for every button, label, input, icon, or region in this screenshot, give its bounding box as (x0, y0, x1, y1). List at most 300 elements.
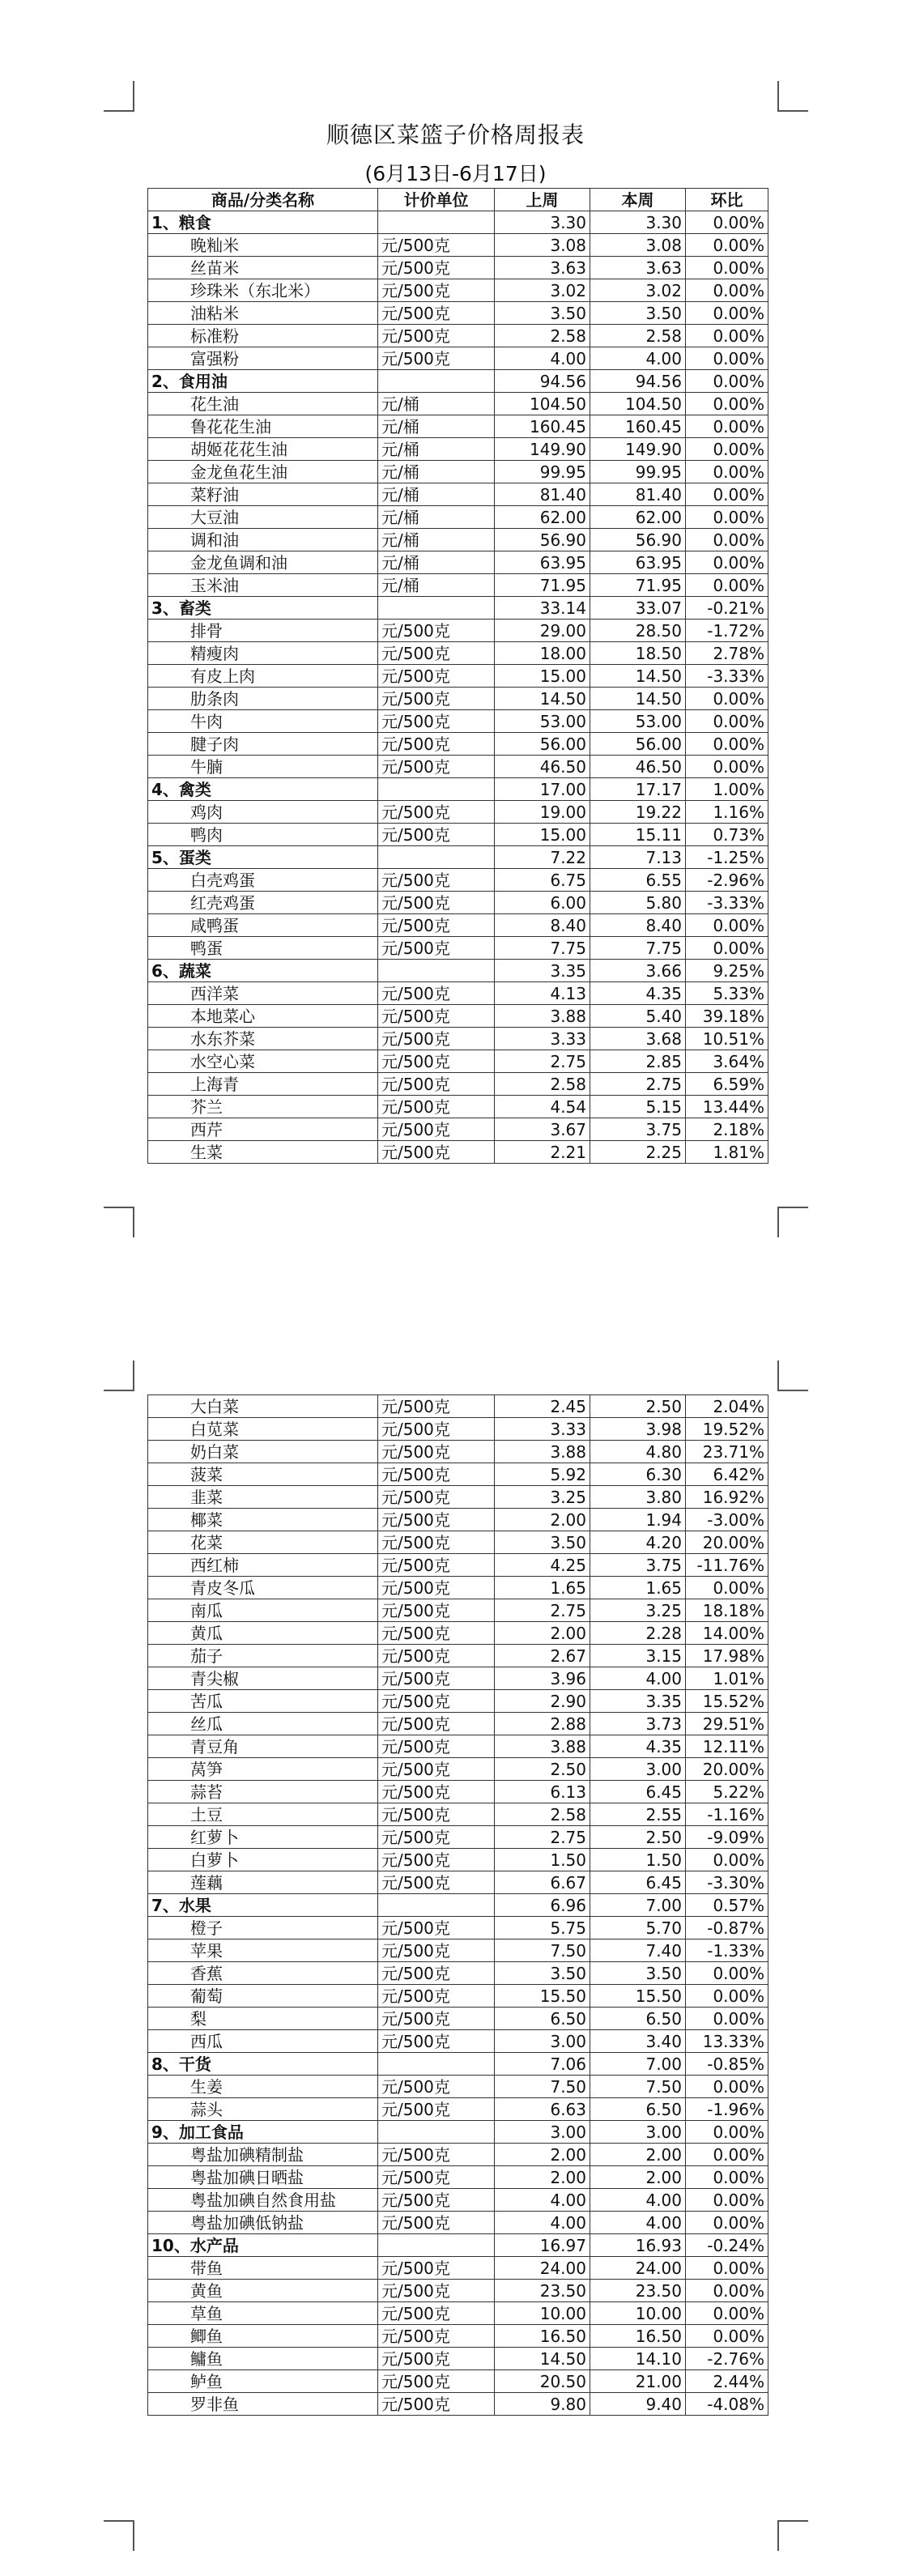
cell-name: 红壳鸡蛋 (148, 892, 378, 914)
cell-name: 生菜 (148, 1141, 378, 1164)
cell-change: 5.33% (686, 982, 768, 1005)
cell-unit: 元/500克 (378, 1871, 495, 1894)
table-row (148, 869, 768, 892)
cell-change: 14.00% (686, 1622, 768, 1645)
cell-this-week: 1.94 (590, 1509, 686, 1531)
cell-name: 珍珠米（东北米） (148, 279, 378, 302)
cell-this-week: 3.25 (590, 1599, 686, 1622)
cell-this-week: 14.50 (590, 688, 686, 710)
cell-unit (378, 2121, 495, 2144)
category-row (148, 2053, 768, 2076)
cell-name: 花菜 (148, 1531, 378, 1554)
cell-last-week: 3.88 (495, 1735, 590, 1758)
cell-name: 有皮上肉 (148, 665, 378, 688)
cell-unit: 元/500克 (378, 1441, 495, 1463)
cell-change: 0.00% (686, 2166, 768, 2189)
cell-last-week: 2.75 (495, 1826, 590, 1849)
header-unit: 计价单位 (378, 189, 495, 211)
cell-this-week: 7.50 (590, 2076, 686, 2098)
cell-name: 肋条肉 (148, 688, 378, 710)
cell-change: 0.00% (686, 2325, 768, 2348)
cell-this-week: 3.40 (590, 2030, 686, 2053)
table-row (148, 801, 768, 824)
cell-unit: 元/500克 (378, 688, 495, 710)
cell-last-week: 15.00 (495, 665, 590, 688)
cell-name: 腱子肉 (148, 733, 378, 756)
cell-unit: 元/500克 (378, 1418, 495, 1441)
cell-this-week: 5.40 (590, 1005, 686, 1028)
cell-unit: 元/500克 (378, 302, 495, 325)
cell-change: 9.25% (686, 960, 768, 982)
price-table-continued (147, 1394, 768, 2416)
cell-unit: 元/500克 (378, 1141, 495, 1164)
cell-unit: 元/500克 (378, 279, 495, 302)
cell-unit: 元/500克 (378, 1531, 495, 1554)
crop-mark (777, 1360, 808, 1391)
cell-change: -3.30% (686, 1871, 768, 1894)
cell-change: 0.00% (686, 2280, 768, 2302)
cell-this-week: 7.40 (590, 1939, 686, 1962)
cell-name: 2、食用油 (148, 370, 378, 393)
cell-last-week: 33.14 (495, 597, 590, 620)
cell-name: 8、干货 (148, 2053, 378, 2076)
cell-change: 0.00% (686, 2121, 768, 2144)
cell-last-week: 63.95 (495, 551, 590, 574)
cell-name: 富强粉 (148, 347, 378, 370)
cell-last-week: 3.35 (495, 960, 590, 982)
cell-unit: 元/500克 (378, 1028, 495, 1050)
cell-unit (378, 2053, 495, 2076)
cell-last-week: 5.92 (495, 1463, 590, 1486)
cell-last-week: 2.58 (495, 1803, 590, 1826)
cell-this-week: 1.65 (590, 1577, 686, 1599)
crop-mark (104, 81, 134, 112)
cell-this-week: 62.00 (590, 506, 686, 529)
table-row (148, 1826, 768, 1849)
table-row (148, 2189, 768, 2212)
cell-name: 苦瓜 (148, 1690, 378, 1713)
cell-last-week: 6.50 (495, 2008, 590, 2030)
cell-last-week: 3.50 (495, 1531, 590, 1554)
cell-this-week: 6.50 (590, 2098, 686, 2121)
table-row (148, 279, 768, 302)
cell-change: 1.01% (686, 1667, 768, 1690)
cell-change: 0.00% (686, 1849, 768, 1871)
cell-this-week: 6.45 (590, 1871, 686, 1894)
cell-change: -0.87% (686, 1917, 768, 1939)
cell-unit: 元/桶 (378, 415, 495, 438)
cell-name: 玉米油 (148, 574, 378, 597)
cell-last-week: 6.13 (495, 1781, 590, 1803)
cell-this-week: 15.11 (590, 824, 686, 846)
cell-unit: 元/500克 (378, 1667, 495, 1690)
cell-unit: 元/500克 (378, 1939, 495, 1962)
cell-change: 20.00% (686, 1531, 768, 1554)
table-row (148, 1418, 768, 1441)
cell-name: 莴笋 (148, 1758, 378, 1781)
cell-unit: 元/500克 (378, 914, 495, 937)
crop-mark (104, 1207, 134, 1237)
cell-unit: 元/500克 (378, 756, 495, 778)
cell-name: 生姜 (148, 2076, 378, 2098)
cell-this-week: 14.10 (590, 2348, 686, 2370)
cell-this-week: 104.50 (590, 393, 686, 415)
cell-unit: 元/500克 (378, 1050, 495, 1073)
cell-unit: 元/500克 (378, 1005, 495, 1028)
cell-change: 0.00% (686, 506, 768, 529)
cell-last-week: 71.95 (495, 574, 590, 597)
price-table (147, 188, 768, 1164)
cell-last-week: 2.75 (495, 1050, 590, 1073)
cell-this-week: 28.50 (590, 620, 686, 642)
cell-name: 白壳鸡蛋 (148, 869, 378, 892)
cell-last-week: 18.00 (495, 642, 590, 665)
cell-name: 鲁花花生油 (148, 415, 378, 438)
cell-last-week: 4.00 (495, 2189, 590, 2212)
cell-change: 17.98% (686, 1645, 768, 1667)
cell-change: -3.00% (686, 1509, 768, 1531)
cell-last-week: 2.90 (495, 1690, 590, 1713)
cell-last-week: 24.00 (495, 2257, 590, 2280)
cell-unit: 元/500克 (378, 1509, 495, 1531)
cell-change: 0.00% (686, 2257, 768, 2280)
cell-change: 0.00% (686, 2212, 768, 2234)
cell-unit: 元/500克 (378, 1577, 495, 1599)
table-row (148, 551, 768, 574)
cell-unit: 元/500克 (378, 1713, 495, 1735)
cell-last-week: 3.96 (495, 1667, 590, 1690)
cell-name: 红萝卜 (148, 1826, 378, 1849)
cell-change: 0.00% (686, 1577, 768, 1599)
cell-this-week: 1.50 (590, 1849, 686, 1871)
table-row (148, 483, 768, 506)
cell-unit: 元/500克 (378, 1962, 495, 1985)
cell-name: 青尖椒 (148, 1667, 378, 1690)
table-row (148, 733, 768, 756)
cell-unit: 元/500克 (378, 733, 495, 756)
cell-change: 1.00% (686, 778, 768, 801)
category-row (148, 1894, 768, 1917)
cell-last-week: 6.00 (495, 892, 590, 914)
table-row (148, 2076, 768, 2098)
cell-name: 4、禽类 (148, 778, 378, 801)
cell-this-week: 6.30 (590, 1463, 686, 1486)
cell-this-week: 9.40 (590, 2393, 686, 2416)
cell-unit (378, 846, 495, 869)
cell-this-week: 46.50 (590, 756, 686, 778)
cell-name: 蒜头 (148, 2098, 378, 2121)
cell-name: 白苋菜 (148, 1418, 378, 1441)
cell-last-week: 19.00 (495, 801, 590, 824)
cell-change: -1.25% (686, 846, 768, 869)
cell-name: 奶白菜 (148, 1441, 378, 1463)
header-this-week: 本周 (590, 189, 686, 211)
cell-this-week: 6.50 (590, 2008, 686, 2030)
crop-mark (104, 2520, 134, 2551)
cell-name: 茄子 (148, 1645, 378, 1667)
cell-unit: 元/500克 (378, 710, 495, 733)
category-row (148, 778, 768, 801)
cell-this-week: 2.55 (590, 1803, 686, 1826)
cell-unit: 元/500克 (378, 1803, 495, 1826)
cell-last-week: 3.63 (495, 257, 590, 279)
cell-this-week: 19.22 (590, 801, 686, 824)
cell-this-week: 3.75 (590, 1554, 686, 1577)
cell-this-week: 3.00 (590, 2121, 686, 2144)
table-row (148, 1849, 768, 1871)
cell-unit: 元/500克 (378, 2166, 495, 2189)
cell-change: 0.00% (686, 483, 768, 506)
table-row (148, 2370, 768, 2393)
category-row (148, 370, 768, 393)
table-row (148, 1599, 768, 1622)
cell-change: 0.00% (686, 2076, 768, 2098)
cell-last-week: 4.13 (495, 982, 590, 1005)
cell-change: 0.00% (686, 551, 768, 574)
cell-unit: 元/500克 (378, 642, 495, 665)
table-row (148, 665, 768, 688)
cell-name: 带鱼 (148, 2257, 378, 2280)
cell-name: 橙子 (148, 1917, 378, 1939)
cell-this-week: 4.35 (590, 1735, 686, 1758)
cell-change: 0.00% (686, 529, 768, 551)
cell-this-week: 2.50 (590, 1395, 686, 1418)
cell-change: 0.00% (686, 937, 768, 960)
cell-change: 23.71% (686, 1441, 768, 1463)
category-row (148, 2121, 768, 2144)
cell-this-week: 7.13 (590, 846, 686, 869)
cell-change: 0.00% (686, 2008, 768, 2030)
crop-mark (777, 1207, 808, 1237)
cell-this-week: 4.00 (590, 1667, 686, 1690)
cell-unit: 元/500克 (378, 1599, 495, 1622)
cell-change: 0.00% (686, 234, 768, 257)
cell-change: 6.59% (686, 1073, 768, 1096)
cell-last-week: 20.50 (495, 2370, 590, 2393)
cell-unit: 元/500克 (378, 1690, 495, 1713)
cell-name: 晚籼米 (148, 234, 378, 257)
cell-this-week: 4.00 (590, 347, 686, 370)
cell-last-week: 2.50 (495, 1758, 590, 1781)
cell-unit: 元/500克 (378, 2144, 495, 2166)
table-row (148, 620, 768, 642)
cell-last-week: 1.50 (495, 1849, 590, 1871)
cell-last-week: 94.56 (495, 370, 590, 393)
cell-name: 大白菜 (148, 1395, 378, 1418)
cell-last-week: 104.50 (495, 393, 590, 415)
cell-this-week: 17.17 (590, 778, 686, 801)
cell-this-week: 21.00 (590, 2370, 686, 2393)
cell-name: 香蕉 (148, 1962, 378, 1985)
cell-unit: 元/桶 (378, 461, 495, 483)
table-row (148, 2212, 768, 2234)
cell-change: 0.00% (686, 2302, 768, 2325)
cell-this-week: 2.85 (590, 1050, 686, 1073)
cell-unit: 元/500克 (378, 2370, 495, 2393)
cell-change: -0.85% (686, 2053, 768, 2076)
cell-last-week: 14.50 (495, 2348, 590, 2370)
cell-this-week: 14.50 (590, 665, 686, 688)
cell-this-week: 6.55 (590, 869, 686, 892)
cell-this-week: 6.45 (590, 1781, 686, 1803)
cell-unit: 元/500克 (378, 665, 495, 688)
cell-last-week: 14.50 (495, 688, 590, 710)
cell-unit: 元/500克 (378, 2280, 495, 2302)
cell-name: 丝瓜 (148, 1713, 378, 1735)
cell-change: 1.81% (686, 1141, 768, 1164)
cell-name: 菠菜 (148, 1463, 378, 1486)
cell-unit (378, 2234, 495, 2257)
cell-change: 0.00% (686, 325, 768, 347)
cell-last-week: 8.40 (495, 914, 590, 937)
cell-last-week: 15.00 (495, 824, 590, 846)
cell-unit: 元/500克 (378, 1985, 495, 2008)
cell-name: 南瓜 (148, 1599, 378, 1622)
cell-name: 土豆 (148, 1803, 378, 1826)
category-row (148, 846, 768, 869)
table-row (148, 347, 768, 370)
table-header-row (148, 189, 768, 211)
cell-change: 13.44% (686, 1096, 768, 1118)
cell-change: 0.00% (686, 2144, 768, 2166)
header-last-week: 上周 (495, 189, 590, 211)
cell-unit: 元/桶 (378, 438, 495, 461)
cell-this-week: 160.45 (590, 415, 686, 438)
cell-last-week: 10.00 (495, 2302, 590, 2325)
cell-last-week: 4.54 (495, 1096, 590, 1118)
header-change: 环比 (686, 189, 768, 211)
cell-unit: 元/500克 (378, 2189, 495, 2212)
cell-unit: 元/500克 (378, 1622, 495, 1645)
table-row (148, 2144, 768, 2166)
cell-this-week: 3.15 (590, 1645, 686, 1667)
cell-name: 调和油 (148, 529, 378, 551)
table-row (148, 1939, 768, 1962)
document-page-2 (0, 1296, 911, 2576)
cell-unit: 元/500克 (378, 620, 495, 642)
cell-unit: 元/500克 (378, 2257, 495, 2280)
table-row (148, 710, 768, 733)
cell-this-week: 8.40 (590, 914, 686, 937)
cell-this-week: 3.35 (590, 1690, 686, 1713)
cell-change: 18.18% (686, 1599, 768, 1622)
cell-unit: 元/500克 (378, 257, 495, 279)
crop-mark (777, 81, 808, 112)
cell-this-week: 7.75 (590, 937, 686, 960)
cell-unit: 元/500克 (378, 1645, 495, 1667)
cell-last-week: 3.00 (495, 2030, 590, 2053)
cell-last-week: 81.40 (495, 483, 590, 506)
cell-change: -0.24% (686, 2234, 768, 2257)
table-row (148, 2348, 768, 2370)
table-row (148, 1962, 768, 1985)
table-row (148, 824, 768, 846)
cell-unit: 元/桶 (378, 529, 495, 551)
cell-change: 0.00% (686, 211, 768, 234)
cell-name: 苹果 (148, 1939, 378, 1962)
cell-this-week: 18.50 (590, 642, 686, 665)
cell-name: 3、畜类 (148, 597, 378, 620)
cell-this-week: 2.28 (590, 1622, 686, 1645)
cell-this-week: 5.80 (590, 892, 686, 914)
cell-name: 排骨 (148, 620, 378, 642)
cell-name: 韭菜 (148, 1486, 378, 1509)
cell-last-week: 2.45 (495, 1395, 590, 1418)
table-row (148, 892, 768, 914)
cell-last-week: 17.00 (495, 778, 590, 801)
cell-last-week: 16.97 (495, 2234, 590, 2257)
table-row (148, 2280, 768, 2302)
cell-unit: 元/桶 (378, 574, 495, 597)
cell-this-week: 2.00 (590, 2144, 686, 2166)
cell-unit: 元/500克 (378, 347, 495, 370)
table-row (148, 415, 768, 438)
cell-unit: 元/500克 (378, 1463, 495, 1486)
cell-this-week: 16.50 (590, 2325, 686, 2348)
cell-name: 胡姬花花生油 (148, 438, 378, 461)
cell-change: -2.96% (686, 869, 768, 892)
cell-unit: 元/500克 (378, 1554, 495, 1577)
table-row (148, 1141, 768, 1164)
table-row (148, 1028, 768, 1050)
cell-unit: 元/500克 (378, 869, 495, 892)
cell-last-week: 4.00 (495, 2212, 590, 2234)
table-row (148, 1073, 768, 1096)
cell-unit: 元/500克 (378, 234, 495, 257)
cell-this-week: 7.00 (590, 2053, 686, 2076)
cell-change: 0.00% (686, 438, 768, 461)
cell-name: 精瘦肉 (148, 642, 378, 665)
cell-this-week: 56.00 (590, 733, 686, 756)
cell-last-week: 2.75 (495, 1599, 590, 1622)
cell-this-week: 3.08 (590, 234, 686, 257)
cell-last-week: 1.65 (495, 1577, 590, 1599)
table-row (148, 1395, 768, 1418)
cell-change: 10.51% (686, 1028, 768, 1050)
cell-last-week: 3.88 (495, 1441, 590, 1463)
cell-this-week: 4.00 (590, 2189, 686, 2212)
cell-last-week: 7.50 (495, 2076, 590, 2098)
cell-change: 13.33% (686, 2030, 768, 2053)
cell-this-week: 63.95 (590, 551, 686, 574)
cell-unit: 元/桶 (378, 393, 495, 415)
table-row (148, 234, 768, 257)
cell-last-week: 15.50 (495, 1985, 590, 2008)
cell-name: 西瓜 (148, 2030, 378, 2053)
page-subtitle: (6月13日-6月17日) (364, 162, 547, 185)
table-row (148, 1118, 768, 1141)
cell-change: -11.76% (686, 1554, 768, 1577)
cell-name: 9、加工食品 (148, 2121, 378, 2144)
table-row (148, 1622, 768, 1645)
header-name: 商品/分类名称 (148, 189, 378, 211)
cell-last-week: 56.90 (495, 529, 590, 551)
cell-change: -1.16% (686, 1803, 768, 1826)
table-row (148, 574, 768, 597)
table-row (148, 1050, 768, 1073)
cell-last-week: 7.75 (495, 937, 590, 960)
table-row (148, 2257, 768, 2280)
table-row (148, 1713, 768, 1735)
table-row (148, 1917, 768, 1939)
table-row (148, 2030, 768, 2053)
cell-change: 5.22% (686, 1781, 768, 1803)
cell-this-week: 3.02 (590, 279, 686, 302)
cell-last-week: 62.00 (495, 506, 590, 529)
table-row (148, 257, 768, 279)
cell-change: 0.00% (686, 2189, 768, 2212)
table-row (148, 2302, 768, 2325)
